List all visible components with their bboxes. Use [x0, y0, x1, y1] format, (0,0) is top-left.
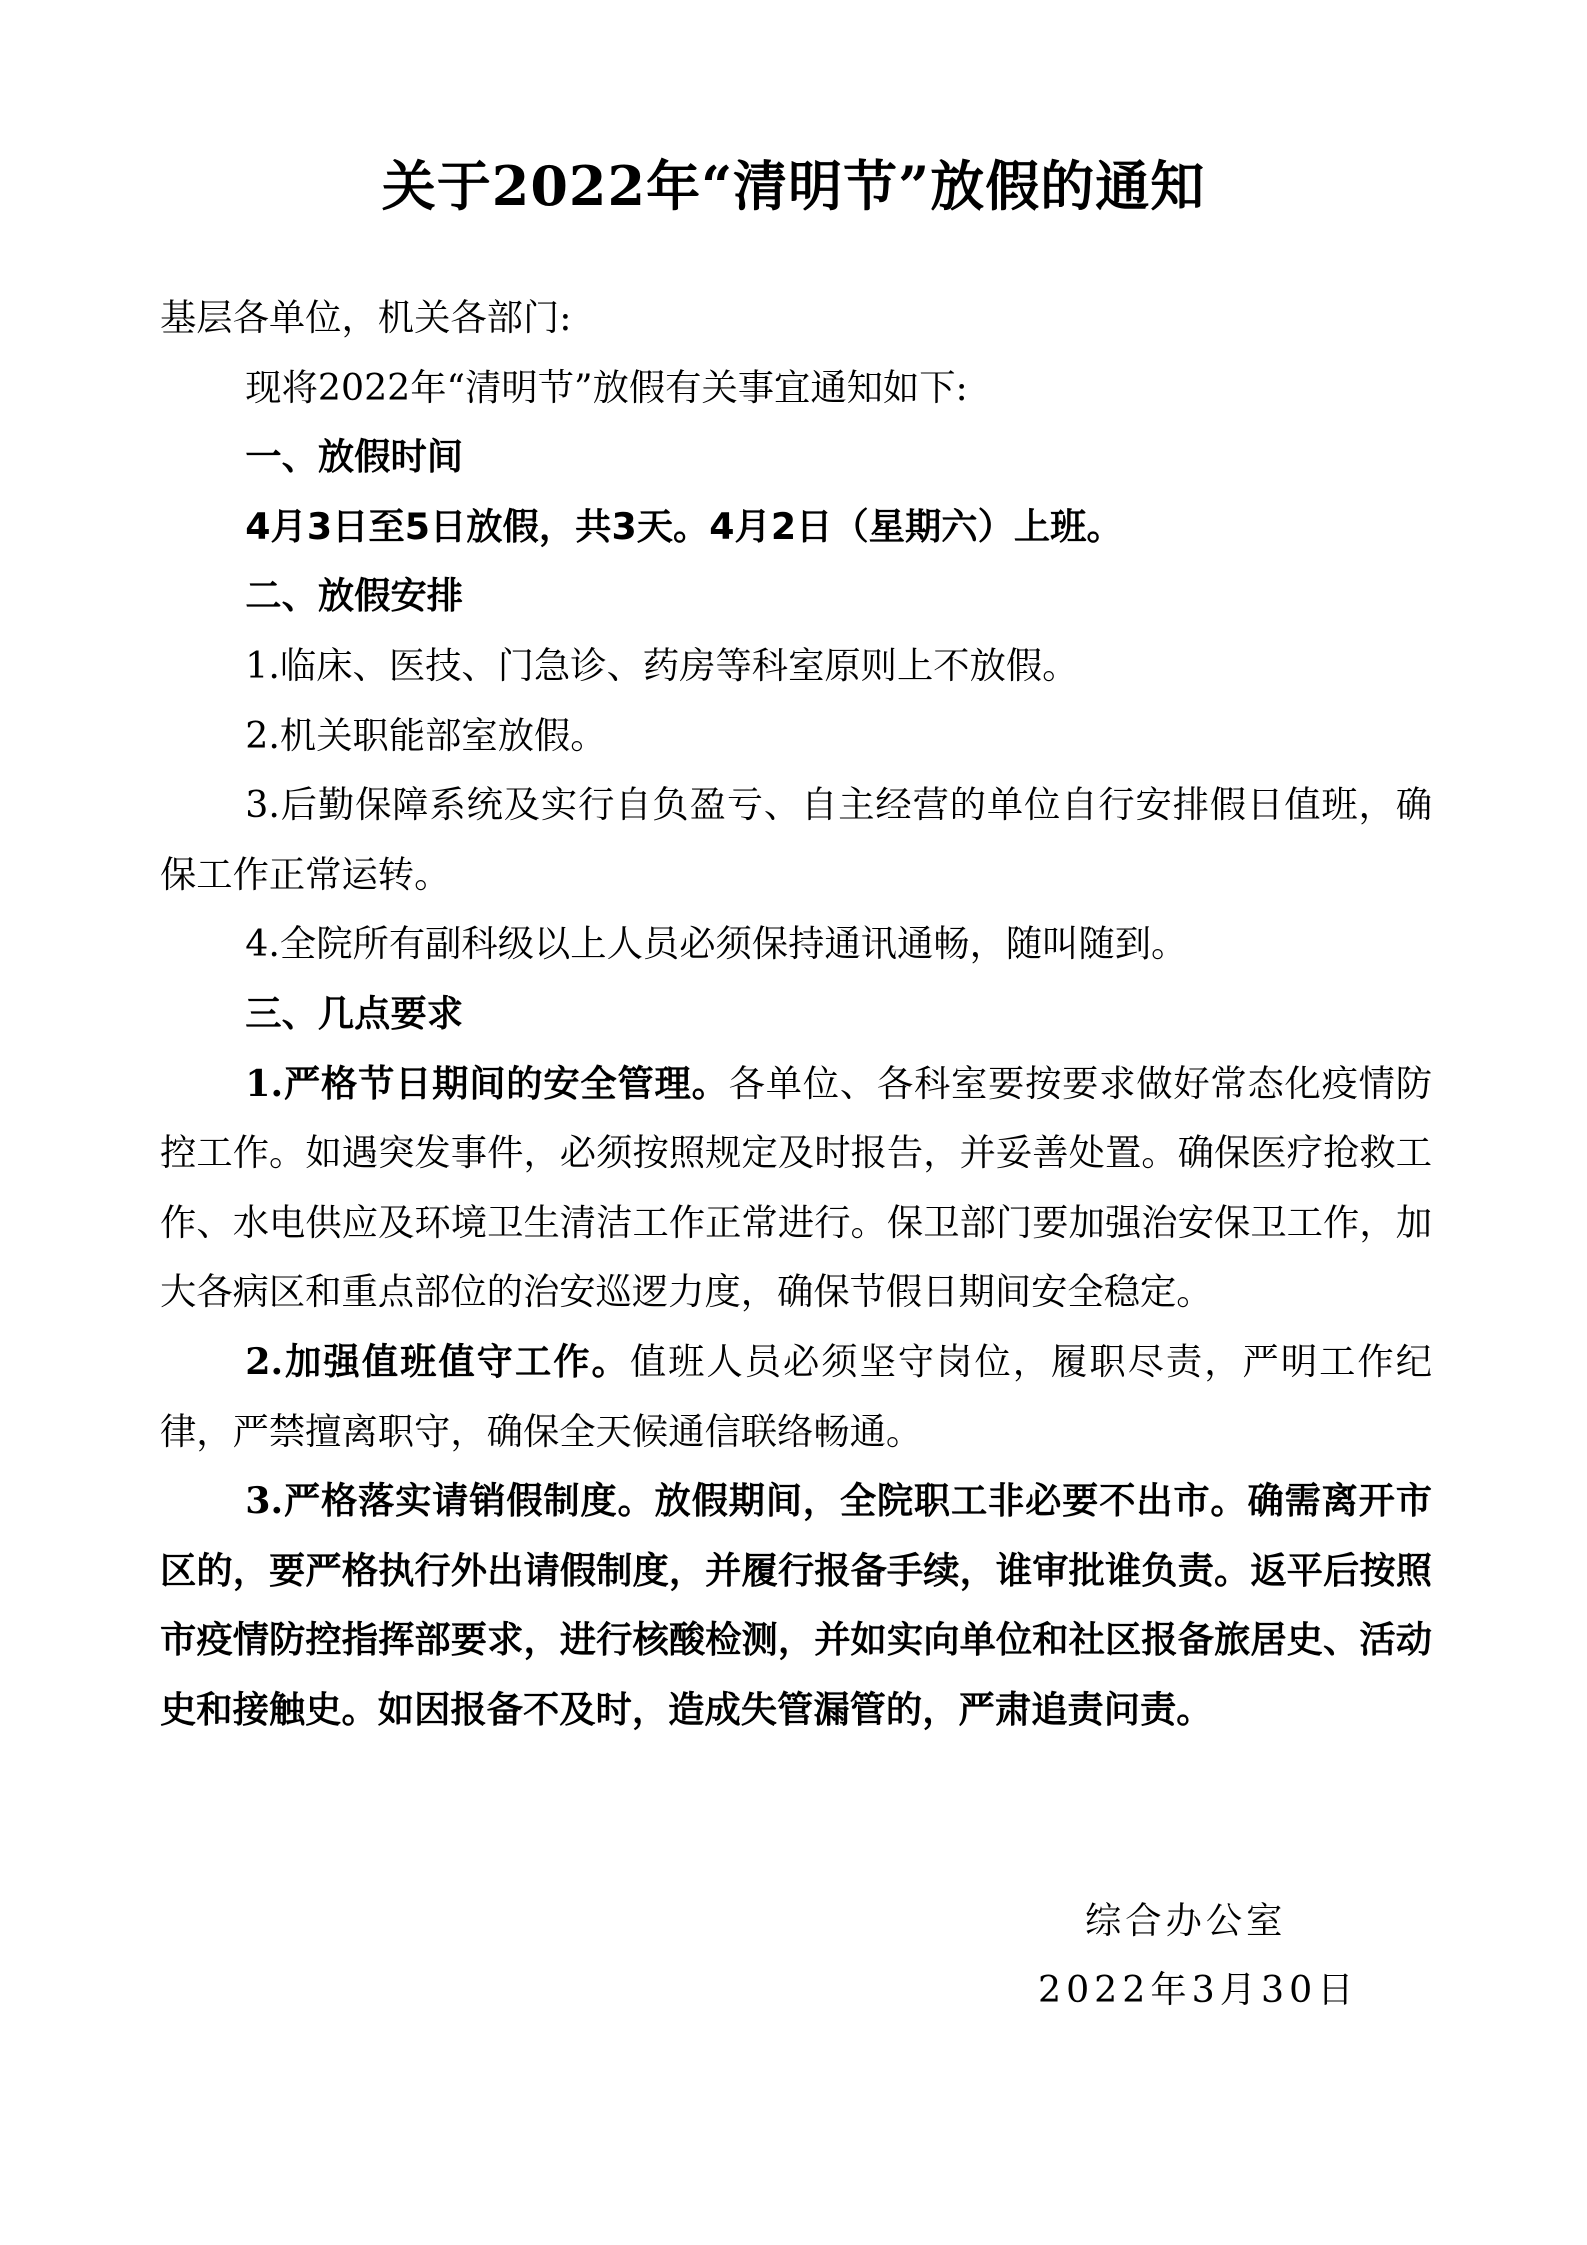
- section-heading-requirements: 三、几点要求: [245, 991, 464, 1035]
- requirement-item-2: [160, 1327, 1432, 1466]
- requirement-item-3: [160, 1466, 1432, 1744]
- requirement-item-2-lead: 2.加强值班值守工作。: [245, 1339, 630, 1383]
- intro-paragraph: 现将2022年“清明节”放假有关事宜通知如下:: [245, 365, 968, 409]
- issuer-signature: 综合办公室: [1085, 1899, 1287, 1942]
- requirement-item-3-lead: 3.严格落实请销假制度。: [245, 1479, 655, 1523]
- salutation: 基层各单位，机关各部门:: [160, 296, 572, 339]
- section-heading-holiday-arrangement: 二、放假安排: [245, 574, 464, 618]
- requirement-item-2-text: 值班人员必须坚守岗位，履职尽责，严明工作纪律，严禁擅离职守，确保全天候通信联络畅通。: [160, 1339, 1432, 1453]
- issue-date: 2022年3月30日: [1038, 1968, 1359, 2011]
- requirement-item-3-text: 放假期间，全院职工非必要不出市。确需离开市区的，要严格执行外出请假制度，并履行报备手续，谁审批谁负责。返平后按照市疫情防控指挥部要求，进行核酸检测，并如实向单位和社区报备旅居史、活动史和接触史。如因报备不及时，造成失管漏管的，严肃追责问责。: [160, 1479, 1432, 1731]
- requirement-item-1-lead: 1.严格节日期间的安全管理。: [245, 1061, 729, 1105]
- arrangement-item-3: 3.后勤保障系统及实行自负盈亏、自主经营的单位自行安排假日值班，确保工作正常运转。: [160, 783, 1432, 896]
- arrangement-item-4: 4.全院所有副科级以上人员必须保持通讯通畅，随叫随到。: [245, 922, 1188, 966]
- requirement-item-1-text: 各单位、各科室要按要求做好常态化疫情防控工作。如遇突发事件，必须按照规定及时报告，并妥善处置。确保医疗抢救工作、水电供应及环境卫生清洁工作正常进行。保卫部门要加强治安保卫工作，加大各病区和重点部位的治安巡逻力度，确保节假日期间安全稳定。: [160, 1061, 1432, 1314]
- document-body: [160, 283, 1432, 1744]
- section-heading-holiday-time: 一、放假时间: [245, 435, 464, 479]
- holiday-time-paragraph: 4月3日至5日放假，共3天。4月2日（星期六）上班。: [245, 504, 1123, 548]
- document-title: 关于2022年“清明节”放假的通知: [381, 154, 1206, 218]
- arrangement-item-2: 2.机关职能部室放假。: [245, 713, 607, 757]
- requirement-item-1: [160, 1049, 1432, 1327]
- arrangement-item-1: 1.临床、医技、门急诊、药房等科室原则上不放假。: [245, 643, 1079, 687]
